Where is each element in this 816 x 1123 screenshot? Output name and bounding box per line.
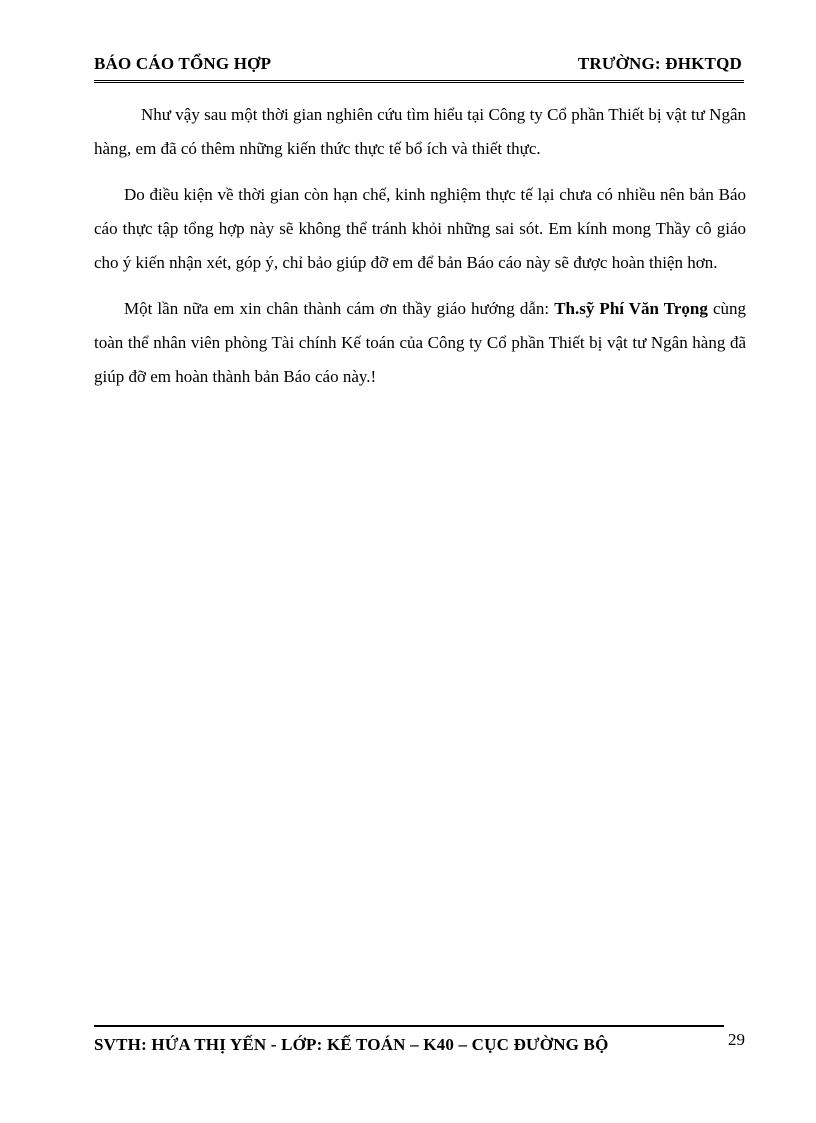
thanks-text-start: Một lần nữa em xin chân thành cám ơn thầy giáo hướng dẫn: [124, 299, 555, 318]
header-report-title: BÁO CÁO TỔNG HỢP [94, 54, 272, 73]
footer-student-info: SVTH: HỨA THỊ YẾN - LỚP: KẾ TOÁN – K40 – CỤC ĐƯỜNG BỘ [94, 1035, 609, 1054]
document-body [94, 98, 746, 406]
header-school: TRƯỜNG: ĐHKTQD [577, 54, 742, 73]
paragraph-conclusion: Như vậy sau một thời gian nghiên cứu tìm hiểu tại Công ty Cổ phần Thiết bị vật tư Ngân hàng, em đã có thêm những kiến thức thực tế bổ ích và thiết thực. [94, 105, 746, 158]
paragraph-apology: Do điều kiện về thời gian còn hạn chế, kinh nghiệm thực tế lại chưa có nhiều nên bản Báo cáo thực tập tổng hợp này sẽ không thể tránh khỏi những sai sót. Em kính mong Thầy cô giáo cho ý kiến nhận xét, góp ý, chỉ bảo giúp đỡ em để bản Báo cáo này sẽ được hoàn thiện hơn. [94, 185, 746, 272]
page-number: 29 [728, 1030, 745, 1049]
page-header [94, 50, 744, 83]
paragraph-thanks [94, 292, 746, 394]
advisor-name: Th.sỹ Phí Văn Trọng [554, 299, 708, 318]
thanks-text-end: cùng toàn thể nhân viên phòng Tài chính Kế toán của Công ty Cổ phần Thiết bị vật tư Ngân hàng đã giúp đỡ em hoàn thành bản Báo cáo này.! [94, 299, 747, 386]
footer-divider [94, 1025, 724, 1027]
